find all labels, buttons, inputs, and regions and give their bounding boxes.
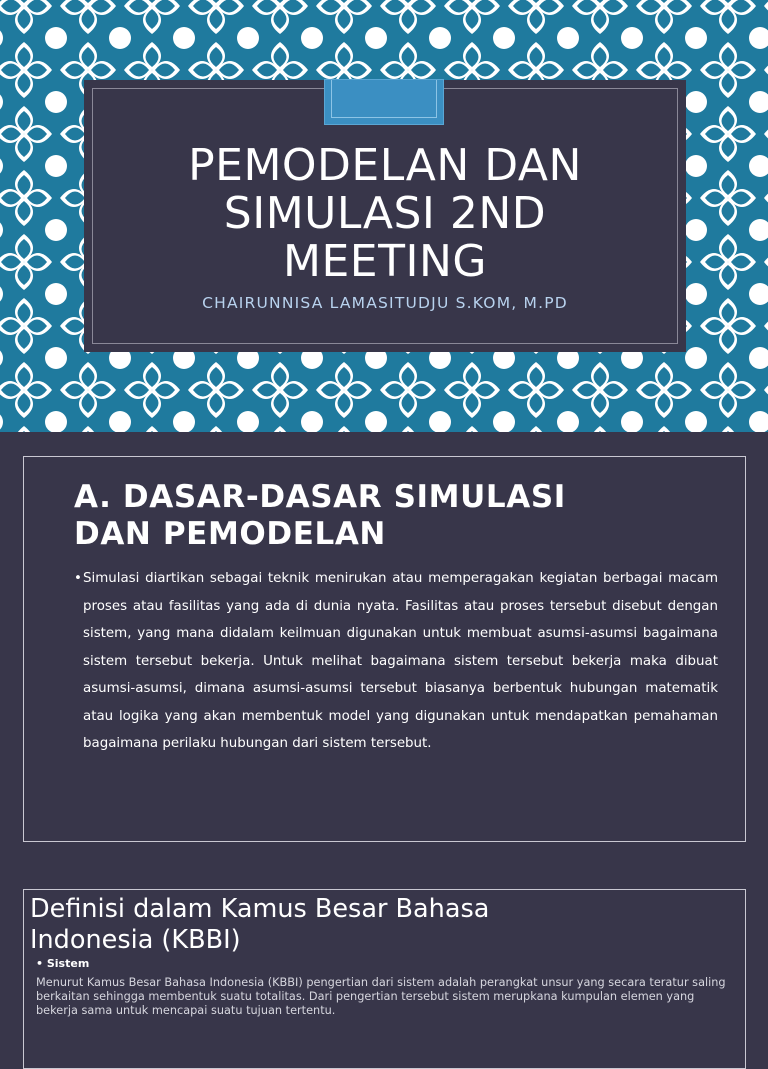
heading-line-1: A. DASAR-DASAR SIMULASI [74, 479, 566, 515]
paragraph-text: Simulasi diartikan sebagai teknik menirukan atau memperagakan kegiatan berbagai macam proses atau fasilitas yang ada di dunia nyata. Fasilitas atau proses tersebut disebut dengan sistem, yang mana didalam keilmuan digunakan untuk membuat asumsi-asumsi bagaimana sistem tersebut bekerja. Untuk melihat bagaimana sistem tersebut bekerja maka dibuat asumsi-asumsi, dimana asumsi-asumsi tersebut biasanya berbentuk hubungan matematik atau logika yang akan membentuk model yang digunakan untuk mendapatkan pemahaman bagaimana perilaku hubungan dari sistem tersebut. [83, 571, 718, 751]
title-box [84, 80, 686, 352]
bullet-icon: • [74, 571, 82, 586]
title-line-1: PEMODELAN DAN [188, 140, 582, 191]
section-heading [30, 894, 489, 956]
section-heading [74, 479, 694, 553]
term-label: • Sistem [36, 957, 90, 970]
presentation-title [84, 142, 686, 286]
heading-line-1: Definisi dalam Kamus Besar Bahasa [30, 894, 490, 924]
title-line-3: MEETING [283, 236, 487, 287]
title-slide [0, 0, 768, 432]
content-slide-dasar [0, 432, 768, 864]
content-slide-kbbi [0, 864, 768, 1024]
body-paragraph [74, 565, 718, 758]
author-subtitle: CHAIRUNNISA LAMASITUDJU S.KOM, M.PD [202, 294, 568, 312]
heading-line-2: Indonesia (KBBI) [30, 925, 241, 955]
slide-frame [23, 456, 746, 842]
accent-tab [324, 79, 444, 125]
slide-frame [23, 889, 746, 1069]
heading-line-2: DAN PEMODELAN [74, 516, 386, 552]
title-line-2: SIMULASI 2ND [223, 188, 547, 239]
definition-text: Menurut Kamus Besar Bahasa Indonesia (KBBI) pengertian dari sistem adalah perangkat unsur yang secara teratur saling berkaitan sehingga membentuk suatu totalitas. Dari pengertian tersebut sistem merupkana kumpulan elemen yang bekerja sama untuk mencapai suatu tujuan tertentu. [36, 976, 726, 1018]
